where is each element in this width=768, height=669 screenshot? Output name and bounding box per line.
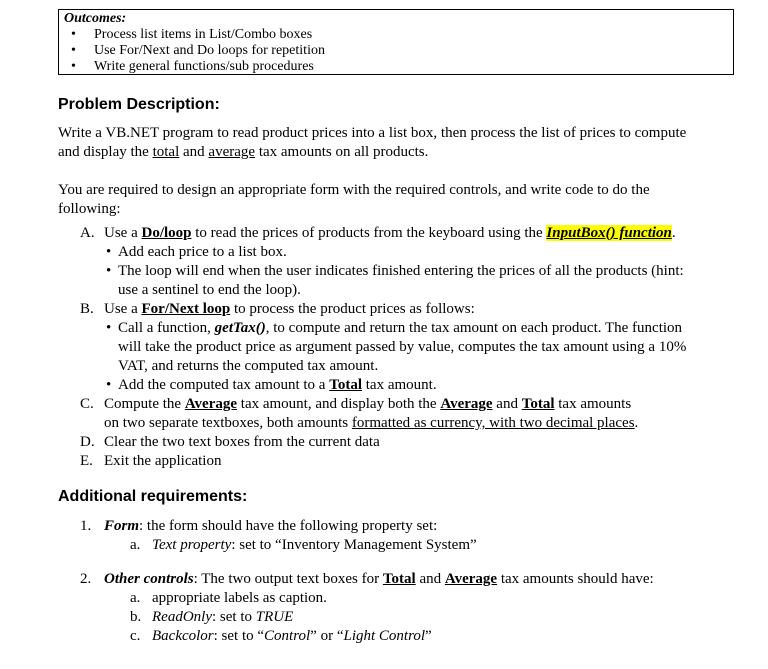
problem-para-line: [58, 143, 428, 161]
task-a-bullet-2: The loop will end when the user indicates finished entering the prices of all the products (hint:: [118, 263, 684, 279]
task-label-c: C.: [80, 396, 94, 412]
req-1-line: [104, 517, 437, 535]
task-label-a: A.: [80, 225, 95, 241]
task-text: tax amount.: [362, 377, 437, 393]
average-term: Average: [440, 396, 493, 412]
inputbox-highlight: InputBox() function: [546, 225, 672, 241]
currency-format-term: formatted as currency, with two decimal places: [351, 415, 635, 431]
backcolor-term: Backcolor: [152, 628, 214, 644]
for-next-term: For/Next loop: [141, 301, 231, 317]
outcome-item: [64, 43, 728, 59]
req-2-line: [104, 570, 654, 588]
bullet-icon: •: [71, 27, 76, 42]
task-a-bullet-2-cont: use a sentinel to end the loop).: [118, 282, 301, 298]
task-label-d: D.: [80, 434, 95, 450]
do-loop-term: Do/loop: [141, 225, 192, 241]
task-c-line-2: [104, 414, 638, 432]
task-b-bullet-1-cont: VAT, and returns the computed tax amount.: [118, 358, 379, 374]
task-text: on two separate textboxes, both amounts: [104, 415, 352, 431]
requirement-text: You are required to design an appropriate form with the required controls, and write code to do the: [58, 182, 650, 198]
req-text: : set to: [211, 609, 256, 625]
task-text: tax amount, and display both the: [237, 396, 441, 412]
problem-text: and display the: [58, 144, 153, 160]
additional-heading: Additional requirements:: [58, 488, 248, 505]
req-2-sub-c: [152, 627, 432, 645]
task-d-line: Clear the two text boxes from the current data: [104, 434, 380, 450]
requirement-text: following:: [58, 201, 121, 217]
problem-text: tax amounts on all products.: [255, 144, 429, 160]
text-property-term: Text property: [152, 537, 232, 553]
req-text: ”: [425, 628, 432, 644]
req-number-1: 1.: [80, 518, 92, 534]
average-term: Average: [444, 571, 498, 587]
readonly-term: ReadOnly: [152, 609, 212, 625]
task-b-bullet-1: [118, 319, 682, 337]
task-a-bullet-1: Add each price to a list box.: [118, 244, 287, 260]
task-text: to read the prices of products from the keyboard using the: [191, 225, 547, 241]
task-text: Use a: [104, 225, 142, 241]
problem-text: Write a VB.NET program to read product prices into a list box, then process the list of prices to compute: [58, 125, 687, 141]
gettax-term: getTax(): [214, 320, 266, 336]
task-text: to process the product prices as follows:: [230, 301, 475, 317]
req-text: ” or “: [310, 628, 344, 644]
task-a-line: [104, 224, 676, 242]
average-underlined: average: [208, 144, 256, 160]
task-text: Use a: [104, 301, 142, 317]
problem-para-line: [58, 124, 686, 142]
task-text: Call a function,: [118, 320, 215, 336]
requirement-para-line: [58, 200, 121, 218]
task-b-line: [104, 300, 475, 318]
bullet-icon: •: [71, 43, 76, 58]
light-control-value: Light Control: [343, 628, 426, 644]
average-term: Average: [184, 396, 238, 412]
req-text: : the form should have the following property set:: [139, 518, 438, 534]
req-text: : set to “: [213, 628, 265, 644]
req-text: : set to “Inventory Management System”: [231, 537, 477, 553]
total-term: Total: [329, 377, 362, 393]
other-controls-term: Other controls: [104, 571, 194, 587]
requirement-para-line: [58, 181, 650, 199]
bullet-icon: •: [106, 244, 112, 260]
total-term: Total: [382, 571, 416, 587]
outcome-text: Write general functions/sub procedures: [94, 59, 314, 74]
task-label-b: B.: [80, 301, 94, 317]
task-c-line: [104, 395, 631, 413]
bullet-icon: •: [106, 263, 112, 279]
form-term: Form: [104, 518, 140, 534]
control-value: Control: [264, 628, 311, 644]
task-label-e: E.: [80, 453, 93, 469]
req-text: tax amounts should have:: [497, 571, 654, 587]
task-text: and: [492, 396, 522, 412]
bullet-icon: •: [106, 320, 112, 336]
req-2-sub-label-c: c.: [130, 628, 141, 644]
total-underlined: total: [152, 144, 180, 160]
task-text: .: [634, 415, 639, 431]
task-text: tax amounts: [554, 396, 632, 412]
outcome-item: [64, 27, 728, 43]
outcomes-list: [64, 27, 728, 75]
task-text: , to compute and return the tax amount on each product. The function: [265, 320, 683, 336]
req-2-sub-label-b: b.: [130, 609, 142, 625]
req-2-sub-a: appropriate labels as caption.: [152, 590, 327, 606]
task-e-line: Exit the application: [104, 453, 222, 469]
task-text: .: [671, 225, 676, 241]
problem-text: and: [179, 144, 209, 160]
req-number-2: 2.: [80, 571, 92, 587]
outcome-text: Use For/Next and Do loops for repetition: [94, 43, 325, 58]
bullet-icon: •: [106, 377, 112, 393]
outcomes-box: [58, 9, 734, 75]
req-1-sub-label-a: a.: [130, 537, 141, 553]
outcome-item: [64, 59, 728, 75]
task-b-bullet-2: [118, 376, 437, 394]
req-2-sub-label-a: a.: [130, 590, 141, 606]
outcome-text: Process list items in List/Combo boxes: [94, 27, 313, 42]
task-text: Add the computed tax amount to a: [118, 377, 330, 393]
req-2-sub-b: [152, 608, 293, 626]
req-1-sub-a: [152, 536, 477, 554]
true-value: TRUE: [255, 609, 294, 625]
req-text: and: [415, 571, 445, 587]
outcomes-title: Outcomes:: [64, 11, 127, 26]
total-term: Total: [521, 396, 555, 412]
problem-heading: Problem Description:: [58, 96, 220, 113]
bullet-icon: •: [71, 59, 76, 74]
task-b-bullet-1-cont: will take the product price as argument passed by value, computes the tax amount using a 10%: [118, 339, 687, 355]
req-text: : The two output text boxes for: [193, 571, 383, 587]
task-text: Compute the: [104, 396, 185, 412]
